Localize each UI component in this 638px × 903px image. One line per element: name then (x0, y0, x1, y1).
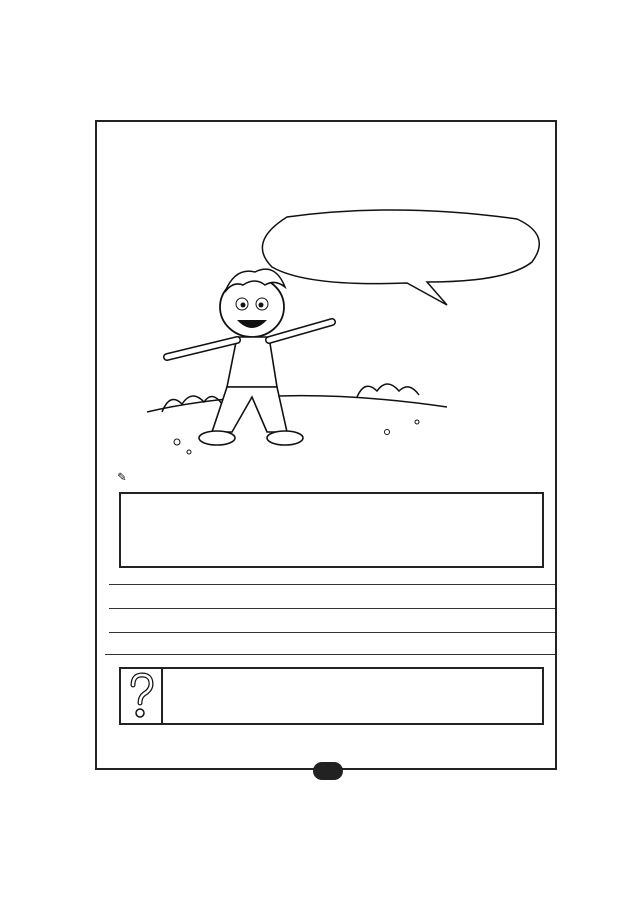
question-2 (105, 598, 555, 609)
boy-illustration (127, 262, 457, 462)
page-number (313, 762, 343, 780)
answer-line-3[interactable] (109, 622, 555, 633)
muffin-border-left (10, 52, 48, 850)
answer-line-1[interactable] (109, 574, 555, 585)
muffin-border-bottom (8, 852, 630, 890)
extra-line (105, 644, 555, 655)
fact-icon-cell (121, 669, 163, 723)
pencil-icon: ✎ (117, 470, 127, 484)
muffin-border-top (8, 10, 630, 48)
question-3 (105, 622, 555, 633)
question-mark-icon (121, 669, 161, 723)
question-1 (105, 574, 555, 585)
title (197, 132, 457, 207)
instruction (117, 470, 127, 484)
muffin-border-right (590, 52, 628, 850)
answer-line-4[interactable] (105, 644, 555, 655)
fact-box (119, 667, 544, 725)
worksheet (95, 120, 557, 770)
answer-line-2[interactable] (109, 598, 555, 609)
word-box (119, 492, 544, 568)
